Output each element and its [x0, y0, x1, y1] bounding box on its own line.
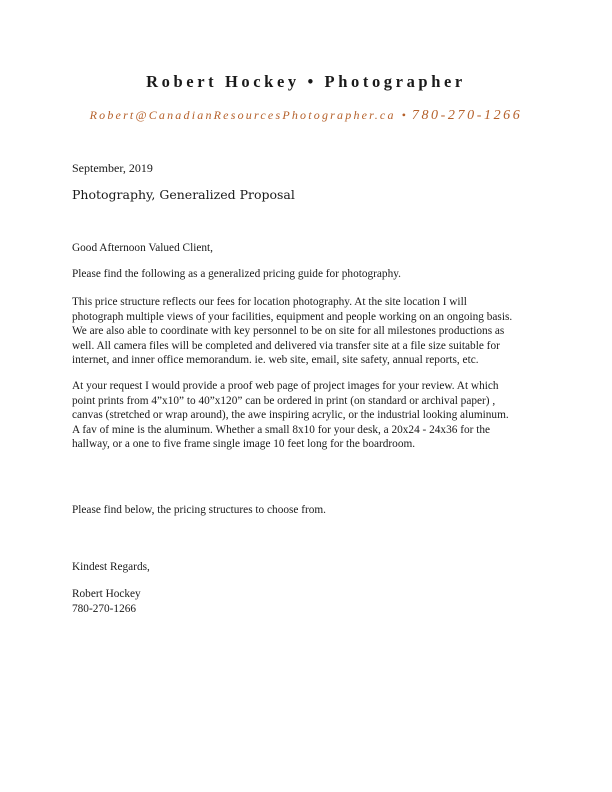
paragraph-line: canvas (stretched or wrap around), the awe inspiring acrylic, or the industrial looking aluminum. [72, 409, 509, 422]
paragraph-line: A fav of mine is the aluminum. Whether a small 8x10 for your desk, a 20x24 - 24x36 for the [72, 423, 491, 436]
letter-greeting: Good Afternoon Valued Client, [72, 242, 213, 254]
paragraph-pricing-note: Please find below, the pricing structures to choose from. [72, 504, 327, 516]
signature-phone: 780-270-1266 [72, 603, 137, 615]
letterhead-contact [0, 106, 612, 124]
contact-phone: 780-270-1266 [411, 108, 523, 123]
paragraph-line: well. All camera files will be completed and delivered via transfer site at a file size suitable for [72, 339, 500, 352]
contact-separator: • [401, 108, 406, 122]
paragraph-line: photograph multiple views of your facilities, equipment and people working on an ongoing basis. [72, 310, 513, 323]
letter-intro: Please find the following as a generalized pricing guide for photography. [72, 268, 401, 280]
paragraph-line: This price structure reflects our fees for location photography. At the site location I will [72, 296, 467, 308]
letter-date: September, 2019 [72, 161, 153, 175]
letterhead-name: Robert Hockey • Photographer [146, 72, 466, 91]
contact-email[interactable]: Robert@CanadianResourcesPhotographer.ca [89, 108, 396, 122]
paragraph-line: At your request I would provide a proof web page of project images for your review. At which [72, 380, 499, 392]
paragraph-line: point prints from 4”x10” to 40”x120” can be ordered in print (on standard or archival paper) , [72, 394, 496, 407]
paragraph-line: We are also able to coordinate with key personnel to be on site for all milestones productions as [72, 325, 505, 338]
paragraph-location-photography [72, 295, 542, 368]
signature-name: Robert Hockey [72, 588, 141, 600]
letter-closing: Kindest Regards, [72, 561, 150, 573]
paragraph-line: hallway, or a one to five frame single image 10 feet long for the boardroom. [72, 438, 416, 451]
paragraph-line: internet, and inner office memorandum. ie. web site, email, site safety, annual reports, etc. [72, 354, 479, 367]
letter-subject: Photography, Generalized Proposal [72, 187, 295, 202]
paragraph-print-options [72, 379, 542, 452]
